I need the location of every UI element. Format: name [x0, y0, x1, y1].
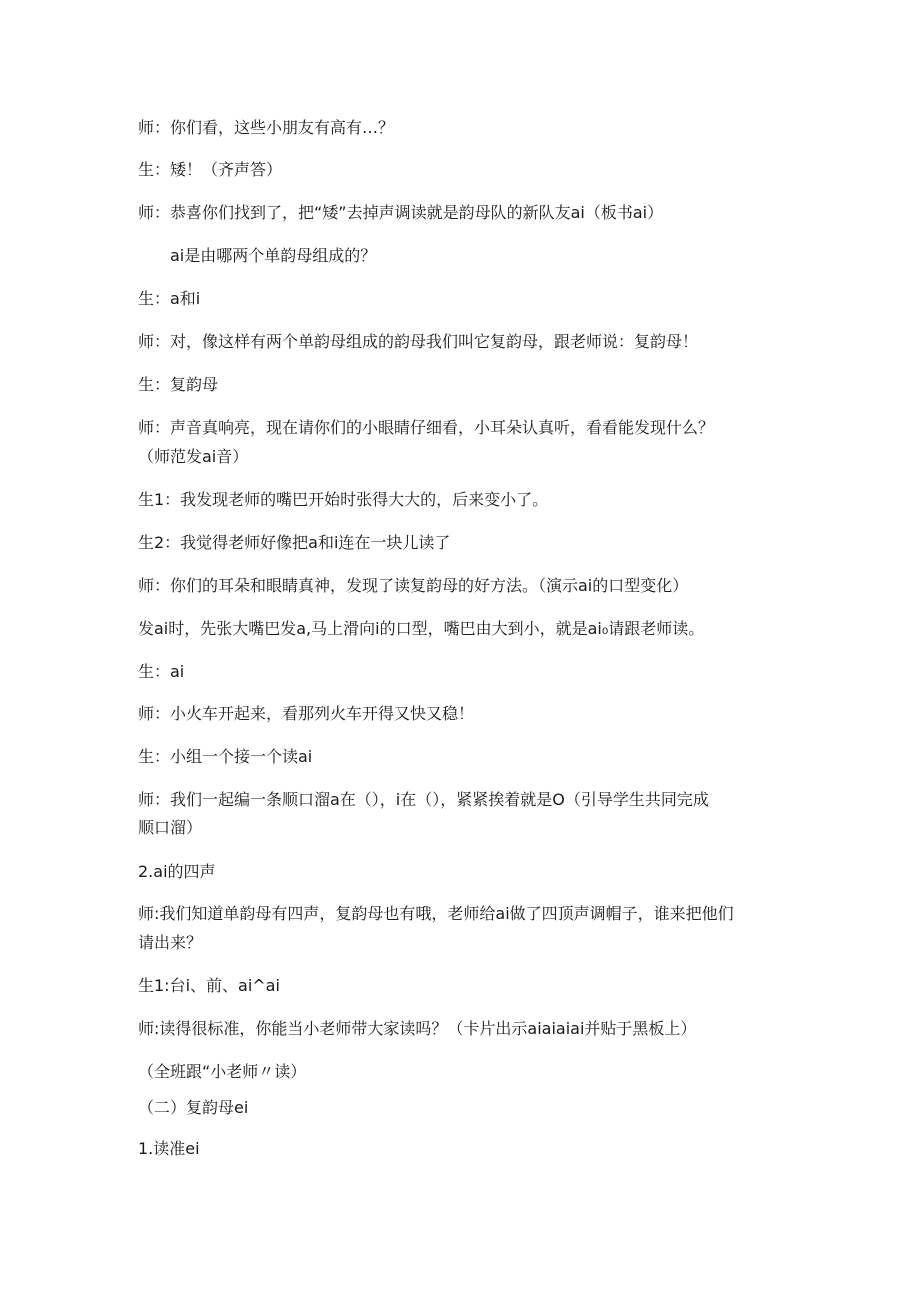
text-line: 生：小组一个接一个读ai: [138, 747, 313, 766]
text-line: 请出来？: [138, 933, 203, 952]
text-line: 师:读得很标准，你能当小老师带大家读吗？（卡片出示aiaiaiai并贴于黑板上）: [138, 1019, 697, 1038]
text-line: 生2：我觉得老师好像把a和i连在一块儿读了: [138, 533, 451, 552]
text-line: 师：对，像这样有两个单韵母组成的韵母我们叫它复韵母，跟老师说：复韵母！: [138, 332, 699, 351]
text-line: 2.ai的四声: [138, 862, 216, 881]
text-line: 顺口溜）: [138, 818, 203, 837]
text-line: 发ai时，先张大嘴巴发a,马上滑向i的口型，嘴巴由大到小，就是ai₀请跟老师读。: [138, 619, 705, 638]
text-line: （全班跟“小老师〃读）: [138, 1062, 307, 1081]
text-line: （师范发ai音）: [138, 447, 249, 466]
text-line: （二）复韵母ei: [138, 1098, 249, 1117]
text-line: ai是由哪两个单韵母组成的？: [170, 246, 377, 265]
text-line: 师：恭喜你们找到了，把“矮”去掉声调读就是韵母队的新队友ai（板书ai）: [138, 203, 664, 222]
text-line: 1.读准ei: [138, 1139, 200, 1158]
text-line: 师：小火车开起来，看那列火车开得又快又稳！: [138, 704, 475, 723]
text-line: 生：ai: [138, 662, 185, 681]
text-line: 师：我们一起编一条顺口溜a在（），i在（），紧紧挨着就是O（引导学生共同完成: [138, 790, 709, 809]
text-line: 生：复韵母: [138, 375, 219, 394]
text-line: 师：声音真响亮，现在请你们的小眼睛仔细看，小耳朵认真听，看看能发现什么？: [138, 418, 715, 437]
text-line: 师:我们知道单韵母有四声，复韵母也有哦，老师给ai做了四顶声调帽子，谁来把他们: [138, 904, 734, 923]
text-line: 生1：我发现老师的嘴巴开始时张得大大的，后来变小了。: [138, 490, 549, 509]
text-line: 师：你们看，这些小朋友有高有…？: [138, 118, 395, 137]
text-line: 生1:台i、前、ai^ai: [138, 976, 280, 995]
text-line: 生：a和i: [138, 289, 201, 308]
text-line: 师：你们的耳朵和眼睛真神，发现了读复韵母的好方法。（演示ai的口型变化）: [138, 576, 689, 595]
text-line: 生：矮！（齐声答）: [138, 160, 283, 179]
